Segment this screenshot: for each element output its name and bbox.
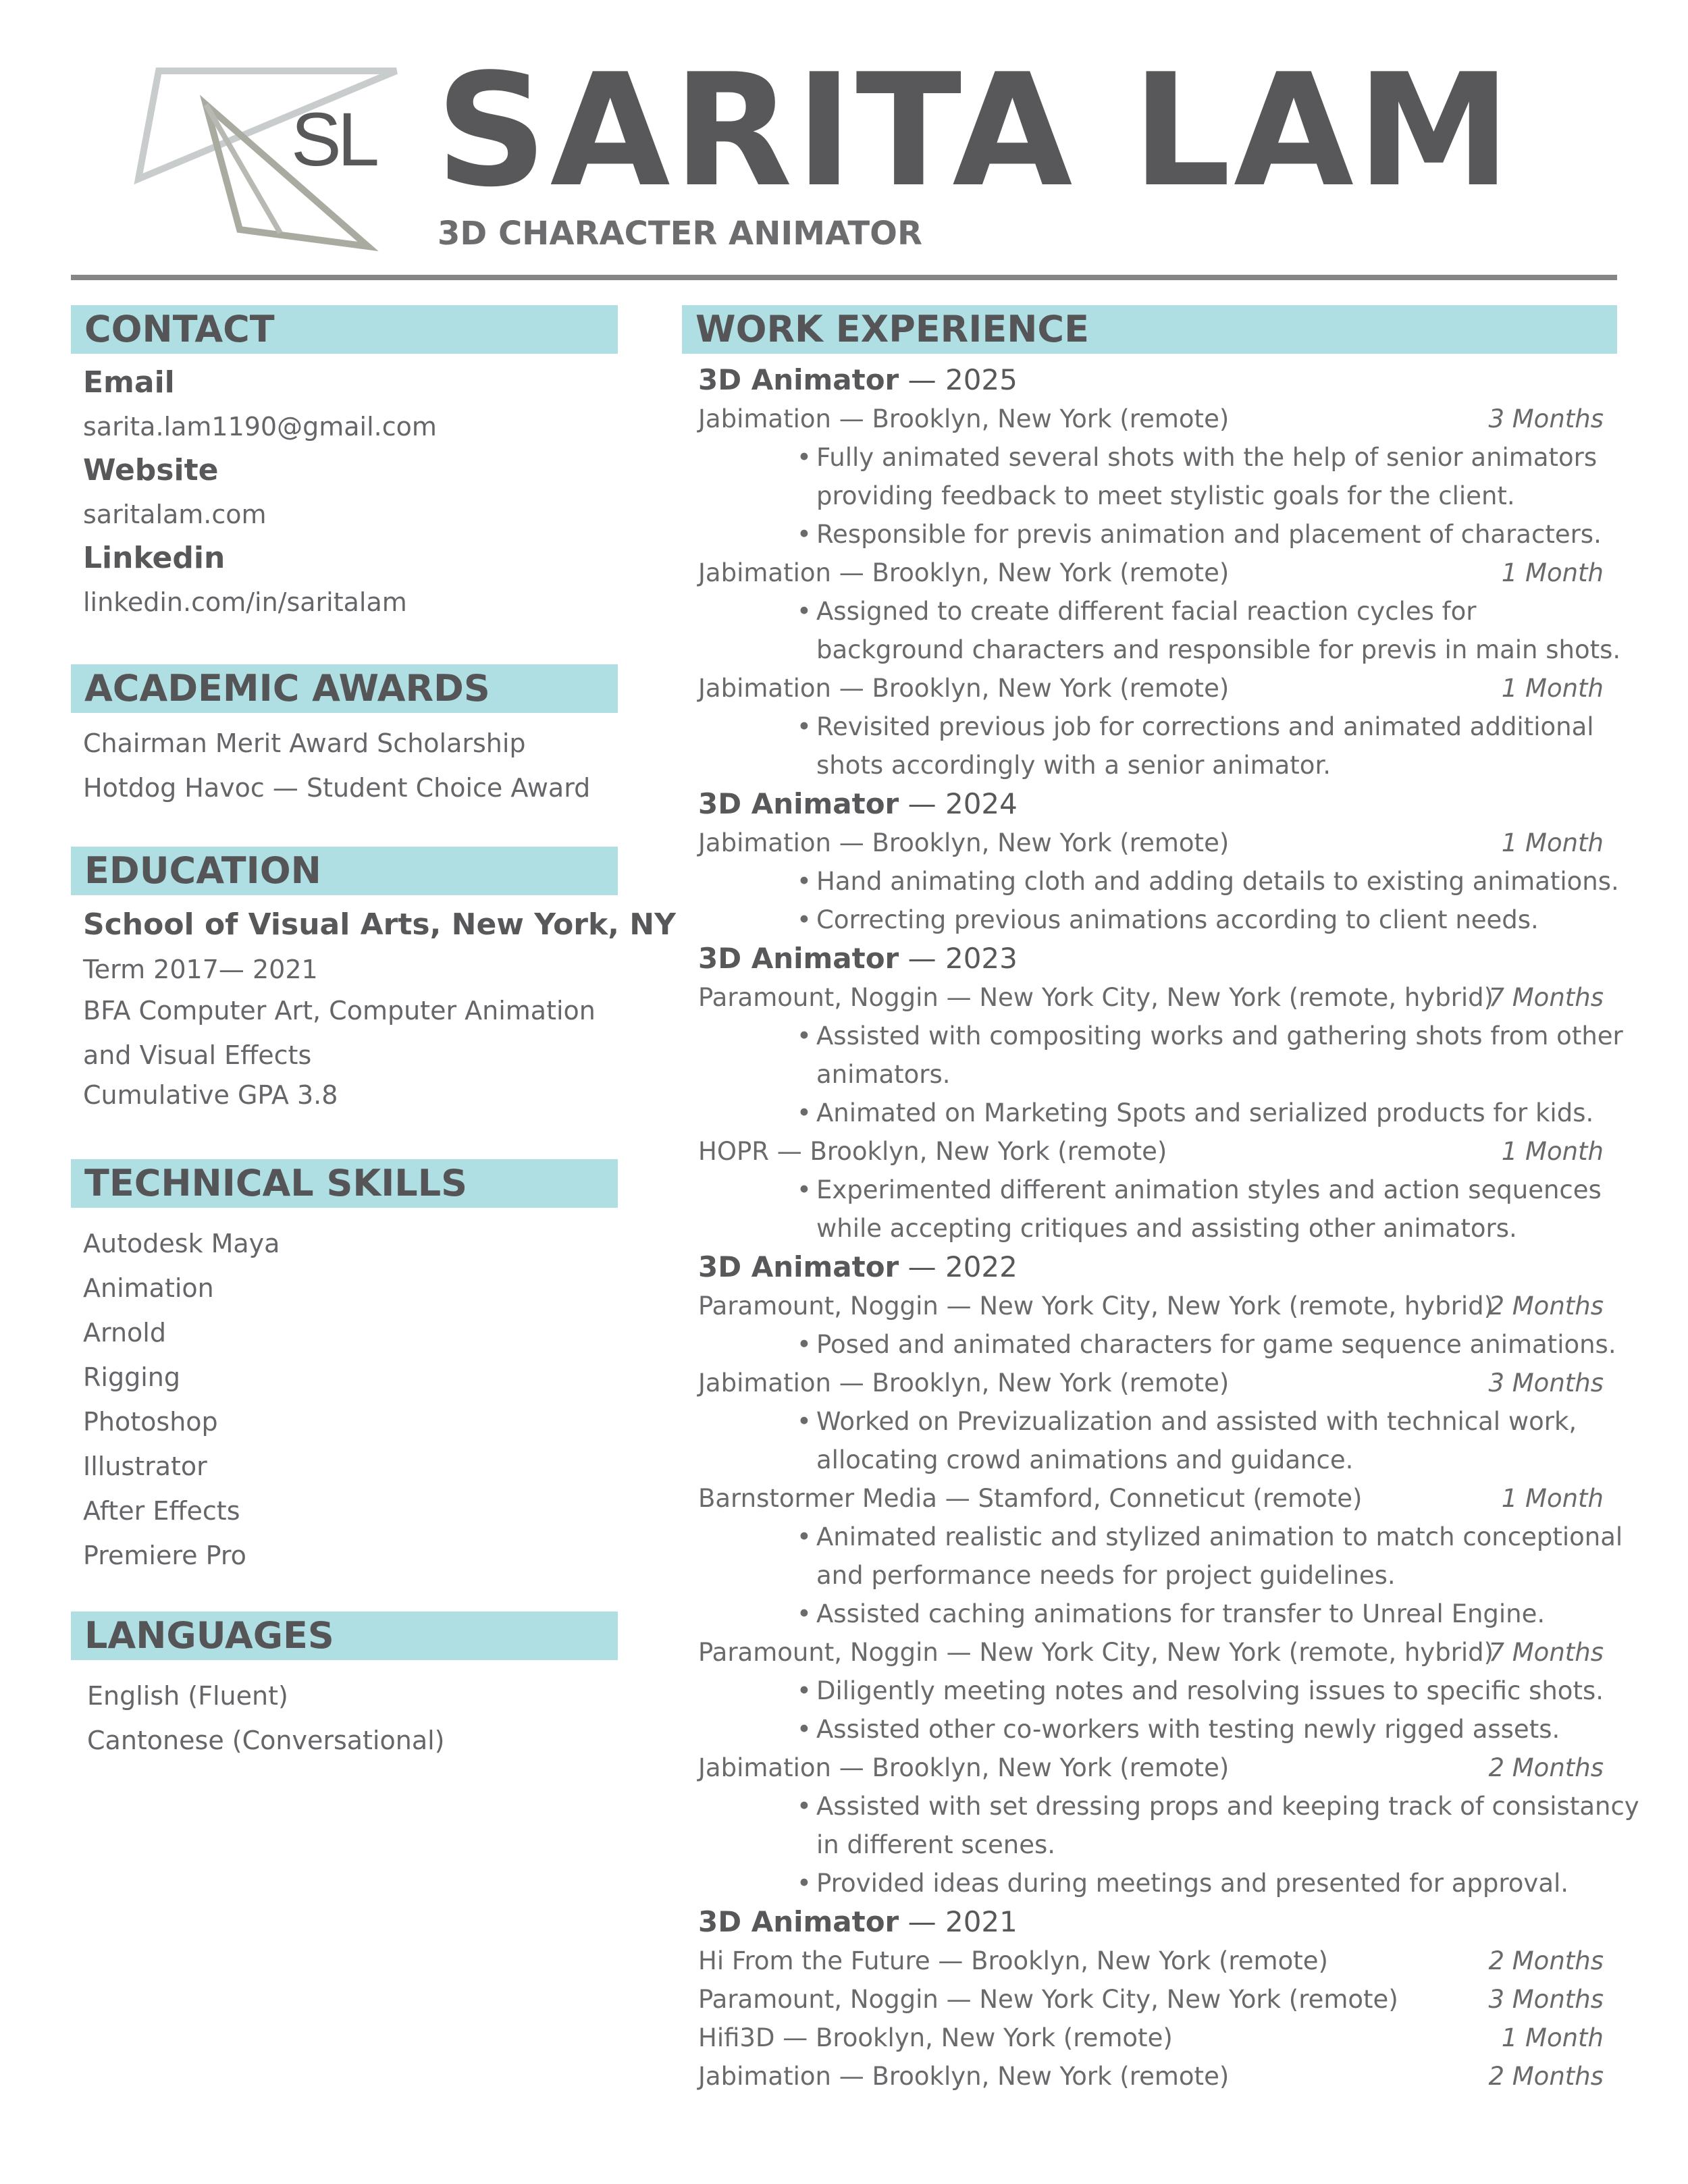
job-duration: 7 Months [1488, 1638, 1604, 1667]
job-company: Barnstormer Media — Stamford, Conneticut (remote) [698, 1484, 1363, 1513]
job-year: — 2024 [907, 787, 1018, 820]
job-company: Paramount, Noggin — New York City, New York (remote, hybrid) [698, 1291, 1494, 1321]
job-entry [682, 1980, 1617, 2019]
job-duration: 2 Months [1488, 1753, 1604, 1782]
work-year-heading [682, 1248, 1617, 1287]
job-duration: 3 Months [1488, 404, 1604, 433]
job-duration: 1 Month [1501, 1484, 1604, 1513]
job-company: HOPR — Brooklyn, New York (remote) [698, 1137, 1167, 1166]
work-year-heading [682, 784, 1617, 824]
job-bullet [682, 1518, 1623, 1556]
linkedin-label: Linkedin [83, 541, 226, 575]
bullet-text: Animated on Marketing Spots and serialized products for kids. [816, 1098, 1594, 1127]
job-entry [682, 669, 1617, 708]
bullet-dot: • [797, 867, 812, 896]
skill-item: Autodesk Maya [83, 1229, 280, 1258]
school-name: School of Visual Arts, New York, NY [83, 907, 676, 942]
job-bullet [682, 708, 1617, 746]
technical-skills-heading: TECHNICAL SKILLS [71, 1159, 618, 1208]
skill-item: Rigging [83, 1362, 180, 1392]
logo-monogram-text: SL [291, 97, 375, 182]
job-entry [682, 1132, 1617, 1171]
bullet-dot: • [797, 1869, 812, 1898]
education-degree-cont: and Visual Effects [83, 1040, 312, 1070]
job-company: Jabimation — Brooklyn, New York (remote) [698, 1368, 1230, 1397]
job-bullet [682, 438, 1617, 477]
job-role: 3D Animator [698, 787, 899, 820]
languages-list [71, 1674, 618, 1763]
left-column [71, 305, 676, 1763]
education-degree: BFA Computer Art, Computer Animation [83, 996, 596, 1026]
job-company: Jabimation — Brooklyn, New York (remote) [698, 1753, 1230, 1782]
bullet-text-continued: background characters and responsible for previs in main shots. [816, 635, 1621, 664]
job-year: — 2022 [907, 1250, 1018, 1283]
job-role: 3D Animator [698, 1250, 899, 1283]
job-company: Jabimation — Brooklyn, New York (remote) [698, 2062, 1230, 2091]
job-year: — 2025 [907, 363, 1018, 396]
job-duration: 2 Months [1488, 1946, 1604, 1975]
job-entry [682, 1749, 1617, 1787]
job-bullet [682, 1094, 1617, 1132]
job-duration: 1 Month [1501, 1137, 1604, 1166]
bullet-dot: • [797, 1330, 812, 1359]
bullet-dot: • [797, 520, 812, 549]
bullet-text-continued: shots accordingly with a senior animator. [816, 751, 1331, 780]
bullet-text: Posed and animated characters for game sequence animations. [816, 1330, 1616, 1359]
job-duration: 1 Month [1501, 674, 1604, 703]
job-bullet [682, 1402, 1617, 1441]
job-bullet [682, 515, 1617, 554]
job-year: — 2021 [907, 1905, 1018, 1938]
job-entry [682, 1287, 1617, 1325]
skill-item: Arnold [83, 1318, 166, 1348]
job-entry [682, 554, 1617, 592]
job-entry [682, 1364, 1617, 1402]
bullet-text-continued: allocating crowd animations and guidance. [816, 1445, 1354, 1474]
skill-item: Illustrator [83, 1451, 207, 1481]
job-company: Paramount, Noggin — New York City, New York (remote) [698, 1985, 1398, 2014]
sl-monogram-logo [111, 64, 408, 253]
job-year: — 2023 [907, 942, 1018, 975]
email-value[interactable]: sarita.lam1190@gmail.com [83, 412, 437, 442]
bullet-dot: • [797, 1098, 812, 1127]
job-company: Paramount, Noggin — New York City, New York (remote, hybrid) [698, 1638, 1494, 1667]
job-company: Jabimation — Brooklyn, New York (remote) [698, 674, 1230, 703]
candidate-name: SARITA LAM [436, 41, 1514, 221]
job-bullet [682, 1595, 1617, 1633]
bullet-dot: • [797, 1715, 812, 1744]
bullet-dot: • [797, 1522, 812, 1551]
education-gpa: Cumulative GPA 3.8 [83, 1080, 338, 1110]
bullet-text: Fully animated several shots with the help of senior animators [816, 443, 1598, 472]
education-term: Term 2017— 2021 [83, 955, 318, 984]
bullet-text: Revisited previous job for corrections and animated additional [816, 712, 1594, 741]
award-item: Hotdog Havoc — Student Choice Award [83, 773, 591, 803]
bullet-text: Animated realistic and stylized animation to match conceptional [816, 1522, 1623, 1551]
work-year-heading [682, 361, 1617, 400]
bullet-text-continued: and performance needs for project guidelines. [816, 1561, 1396, 1590]
language-item: English (Fluent) [87, 1681, 288, 1711]
work-year-heading [682, 1902, 1617, 1942]
job-company: Jabimation — Brooklyn, New York (remote) [698, 828, 1230, 857]
job-duration: 3 Months [1488, 1985, 1604, 2014]
job-bullet [682, 1171, 1617, 1209]
bullet-text: Hand animating cloth and adding details to existing animations. [816, 867, 1619, 896]
job-company: Hifi3D — Brooklyn, New York (remote) [698, 2023, 1173, 2052]
award-item: Chairman Merit Award Scholarship [83, 728, 526, 758]
bullet-text: Assisted caching animations for transfer to Unreal Engine. [816, 1599, 1546, 1628]
job-bullet [682, 1017, 1623, 1055]
academic-awards-heading: ACADEMIC AWARDS [71, 664, 618, 713]
language-item: Cantonese (Conversational) [87, 1726, 445, 1755]
skills-list [71, 1221, 618, 1578]
work-experience-heading: WORK EXPERIENCE [682, 305, 1617, 354]
job-entry [682, 1479, 1617, 1518]
job-duration: 2 Months [1488, 1291, 1604, 1321]
candidate-role: 3D CHARACTER ANIMATOR [438, 215, 922, 252]
bullet-text-continued: in different scenes. [816, 1830, 1056, 1859]
job-company: Paramount, Noggin — New York City, New York (remote, hybrid) [698, 983, 1494, 1012]
header-divider [71, 275, 1617, 280]
bullet-dot: • [797, 597, 812, 626]
job-duration: 1 Month [1501, 828, 1604, 857]
job-bullet [682, 1787, 1639, 1826]
job-role: 3D Animator [698, 1905, 899, 1938]
job-bullet [682, 901, 1617, 939]
bullet-dot: • [797, 1021, 812, 1050]
job-role: 3D Animator [698, 942, 899, 975]
education-heading: EDUCATION [71, 847, 618, 895]
bullet-dot: • [797, 1676, 812, 1705]
work-experience-list [682, 361, 1639, 2096]
bullet-text: Responsible for previs animation and placement of characters. [816, 520, 1602, 549]
job-entry [682, 1633, 1617, 1672]
job-entry [682, 978, 1617, 1017]
bullet-text: Diligently meeting notes and resolving issues to specific shots. [816, 1676, 1604, 1705]
work-year-heading [682, 939, 1617, 978]
linkedin-value[interactable]: linkedin.com/in/saritalam [83, 587, 407, 617]
website-label: Website [83, 453, 219, 487]
job-bullet [682, 1325, 1617, 1364]
bullet-text: Correcting previous animations according to client needs. [816, 905, 1539, 934]
job-duration: 7 Months [1488, 983, 1604, 1012]
website-value[interactable]: saritalam.com [83, 500, 267, 529]
job-company: Jabimation — Brooklyn, New York (remote) [698, 404, 1230, 433]
job-duration: 1 Month [1501, 2023, 1604, 2052]
job-bullet [682, 1864, 1617, 1902]
bullet-dot: • [797, 443, 812, 472]
job-bullet [682, 592, 1617, 631]
job-duration: 3 Months [1488, 1368, 1604, 1397]
job-role: 3D Animator [698, 363, 899, 396]
bullet-text-continued: providing feedback to meet stylistic goals for the client. [816, 481, 1515, 510]
job-company: Jabimation — Brooklyn, New York (remote) [698, 558, 1230, 587]
job-bullet [682, 862, 1617, 901]
bullet-dot: • [797, 1792, 812, 1821]
job-entry [682, 1942, 1617, 1980]
job-duration: 1 Month [1501, 558, 1604, 587]
bullet-text: Assigned to create different facial reaction cycles for [816, 597, 1477, 626]
skill-item: Photoshop [83, 1407, 218, 1437]
bullet-dot: • [797, 905, 812, 934]
job-duration: 2 Months [1488, 2062, 1604, 2091]
skill-item: After Effects [83, 1496, 240, 1526]
bullet-text: Experimented different animation styles and action sequences [816, 1175, 1602, 1204]
bullet-text: Assisted with set dressing props and keeping track of consistancy [816, 1792, 1639, 1821]
bullet-text: Provided ideas during meetings and presented for approval. [816, 1869, 1569, 1898]
bullet-text: Worked on Previzualization and assisted with technical work, [816, 1407, 1577, 1436]
contact-heading: CONTACT [71, 305, 618, 354]
skill-item: Animation [83, 1273, 214, 1303]
job-entry [682, 2057, 1617, 2096]
bullet-dot: • [797, 1599, 812, 1628]
email-label: Email [83, 365, 175, 400]
bullet-text-continued: animators. [816, 1060, 951, 1089]
bullet-dot: • [797, 1407, 812, 1436]
bullet-text: Assisted other co-workers with testing newly rigged assets. [816, 1715, 1560, 1744]
bullet-dot: • [797, 1175, 812, 1204]
skill-item: Premiere Pro [83, 1541, 246, 1570]
job-bullet [682, 1672, 1617, 1710]
bullet-dot: • [797, 712, 812, 741]
bullet-text-continued: while accepting critiques and assisting other animators. [816, 1214, 1517, 1243]
job-entry [682, 400, 1617, 438]
job-entry [682, 824, 1617, 862]
job-entry [682, 2019, 1617, 2057]
job-bullet [682, 1710, 1617, 1749]
awards-list [71, 721, 618, 810]
languages-heading: LANGUAGES [71, 1612, 618, 1660]
bullet-text: Assisted with compositing works and gathering shots from other [816, 1021, 1623, 1050]
job-company: Hi From the Future — Brooklyn, New York (remote) [698, 1946, 1328, 1975]
right-column [682, 305, 1639, 2096]
